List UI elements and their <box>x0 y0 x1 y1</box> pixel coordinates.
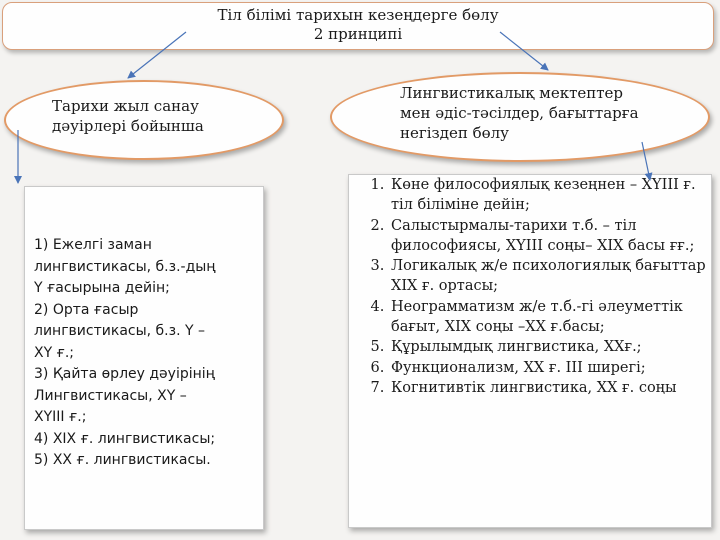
list-line: 1) Ежелгі заман <box>34 237 152 253</box>
list-item: 6. Функционализм, ХХ ғ. ІІІ ширегі; <box>389 358 707 378</box>
arrow-right-down <box>642 142 650 180</box>
title-line-2: 2 принципі <box>313 25 403 43</box>
list-line: лингвистикасы, б.з.-дың <box>34 258 216 275</box>
list-line: 2) Орта ғасыр <box>34 301 139 318</box>
arrow-title-to-left <box>128 32 186 78</box>
list-item: 3. Логикалық ж/е психологиялық бағыттар ХІХ ғ. ортасы; <box>389 256 707 297</box>
list-line: 4) ХІХ ғ. лингвистикасы; <box>34 430 216 447</box>
title-line-1: Тіл білімі тарихын кезеңдерге бөлу <box>217 6 499 24</box>
list-item: 1. Көне философиялық кезеңнен – ХҮІІІ ғ. тіл біліміне дейін; <box>389 175 707 216</box>
list-line: ХҮІІІ ғ.; <box>34 409 87 425</box>
list-line: Лингвистикасы, ХҮ – <box>34 387 187 404</box>
principle-schools-line-1: Лингвистикалық мектептер <box>400 84 624 102</box>
list-item: 7. Когнитивтік лингвистика, ХХ ғ. соңы <box>389 378 707 398</box>
list-item: 5. Құрылымдық лингвистика, ХХғ.; <box>389 337 707 357</box>
principle-chronological-line-1: Тарихи жыл санау <box>52 97 199 115</box>
list-line: 5) ХХ ғ. лингвистикасы. <box>34 452 211 468</box>
list-line: лингвистикасы, б.з. Ү – <box>34 323 205 339</box>
list-item: 4. Неограмматизм ж/е т.б.-гі әлеуметтік бағыт, ХІХ соңы –ХХ ғ.басы; <box>389 297 707 338</box>
principle-schools-line-3: негіздеп бөлу <box>400 124 510 142</box>
list-line: 3) Қайта өрлеу дәуірінің <box>34 366 215 382</box>
list-line: ХҮ ғ.; <box>34 344 75 361</box>
principle-chronological-line-2: дәуірлері бойынша <box>52 117 204 135</box>
list-line: Ү ғасырына дейін; <box>34 280 170 296</box>
list-item: 2. Салыстырмалы-тарихи т.б. – тіл философиясы, ХҮІІІ соңы– ХІХ басы ғғ.; <box>389 216 707 257</box>
arrow-title-to-right <box>500 32 548 70</box>
principle-schools-line-2: мен әдіс-тәсілдер, бағыттарға <box>400 104 639 122</box>
